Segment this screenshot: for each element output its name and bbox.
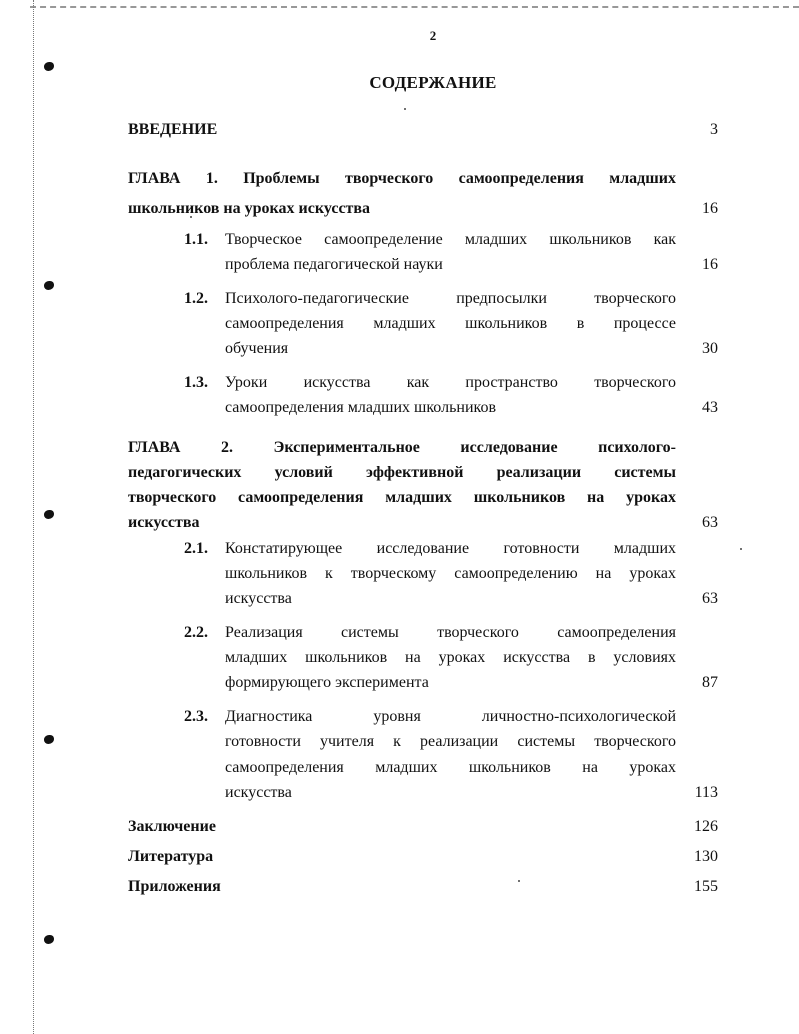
section-2-3-line3: самоопределения младших школьников на уроках <box>225 759 676 776</box>
chapter2-title-line4: искусства <box>128 514 200 531</box>
page-number: 2 <box>429 28 437 43</box>
toc-appendices-label: Приложения <box>128 878 221 895</box>
section-1-2-line3: обучения <box>225 340 289 357</box>
section-1-3-line2: самоопределения младших школьников <box>225 399 497 416</box>
section-number: 1.1. <box>184 231 208 248</box>
toc-literature-label: Литература <box>128 848 214 865</box>
section-2-1-page: 63 <box>702 590 718 607</box>
section-1-1-page: 16 <box>702 256 718 273</box>
section-1-1-line1: Творческое самоопределение младших школьников как <box>225 231 676 248</box>
chapter2-title-line3: творческого самоопределения младших школьников на уроках <box>128 489 676 506</box>
chapter1-title-line2: школьников на уроках искусства <box>128 200 371 217</box>
section-1-3-page: 43 <box>702 399 718 416</box>
punch-hole-mark <box>44 62 54 71</box>
section-2-3-page: 113 <box>694 784 718 801</box>
chapter2-title-line1: ГЛАВА 2. Экспериментальное исследование психолого- <box>128 439 676 456</box>
section-2-2-line2: младших школьников на уроках искусства в условиях <box>225 649 676 666</box>
scan-speck <box>518 880 520 882</box>
section-1-1-line2: проблема педагогической науки <box>225 256 443 273</box>
section-2-1-line1: Констатирующее исследование готовности младших <box>225 540 676 557</box>
section-number: 2.2. <box>184 624 208 641</box>
section-number: 2.1. <box>184 540 208 557</box>
scan-edge-top <box>30 0 799 8</box>
section-2-3-line4: искусства <box>225 784 292 801</box>
toc-intro-page: 3 <box>710 121 718 138</box>
toc-appendices-page: 155 <box>694 878 718 895</box>
chapter1-title-line1: ГЛАВА 1. Проблемы творческого самоопределения младших <box>128 170 676 187</box>
section-2-3-line2: готовности учителя к реализации системы творческого <box>225 733 676 750</box>
section-1-2-page: 30 <box>702 340 718 357</box>
punch-hole-mark <box>44 735 54 744</box>
section-1-2-line2: самоопределения младших школьников в процессе <box>225 315 676 332</box>
page-title: СОДЕРЖАНИЕ <box>369 73 497 92</box>
section-2-1-line3: искусства <box>225 590 292 607</box>
scan-speck <box>404 108 406 110</box>
scan-speck <box>740 548 742 550</box>
toc-conclusion-page: 126 <box>694 818 718 835</box>
section-2-2-line3: формирующего эксперимента <box>225 674 429 691</box>
scan-edge-left <box>33 0 34 1034</box>
chapter1-page: 16 <box>702 200 718 217</box>
section-2-2-line1: Реализация системы творческого самоопределения <box>225 624 676 641</box>
punch-hole-mark <box>44 935 54 944</box>
section-1-3-line1: Уроки искусства как пространство творческого <box>225 374 676 391</box>
punch-hole-mark <box>44 510 54 519</box>
punch-hole-mark <box>44 281 54 290</box>
chapter2-title-line2: педагогических условий эффективной реализации системы <box>128 464 676 481</box>
toc-conclusion-label: Заключение <box>128 818 216 835</box>
section-number: 1.3. <box>184 374 208 391</box>
section-number: 2.3. <box>184 708 208 725</box>
chapter2-page: 63 <box>702 514 718 531</box>
section-number: 1.2. <box>184 290 208 307</box>
section-1-2-line1: Психолого-педагогические предпосылки творческого <box>225 290 676 307</box>
toc-intro-label: ВВЕДЕНИЕ <box>128 121 218 138</box>
toc-literature-page: 130 <box>694 848 718 865</box>
section-2-1-line2: школьников к творческому самоопределению на уроках <box>225 565 676 582</box>
section-2-2-page: 87 <box>702 674 718 691</box>
section-2-3-line1: Диагностика уровня личностно-психологической <box>225 708 676 725</box>
